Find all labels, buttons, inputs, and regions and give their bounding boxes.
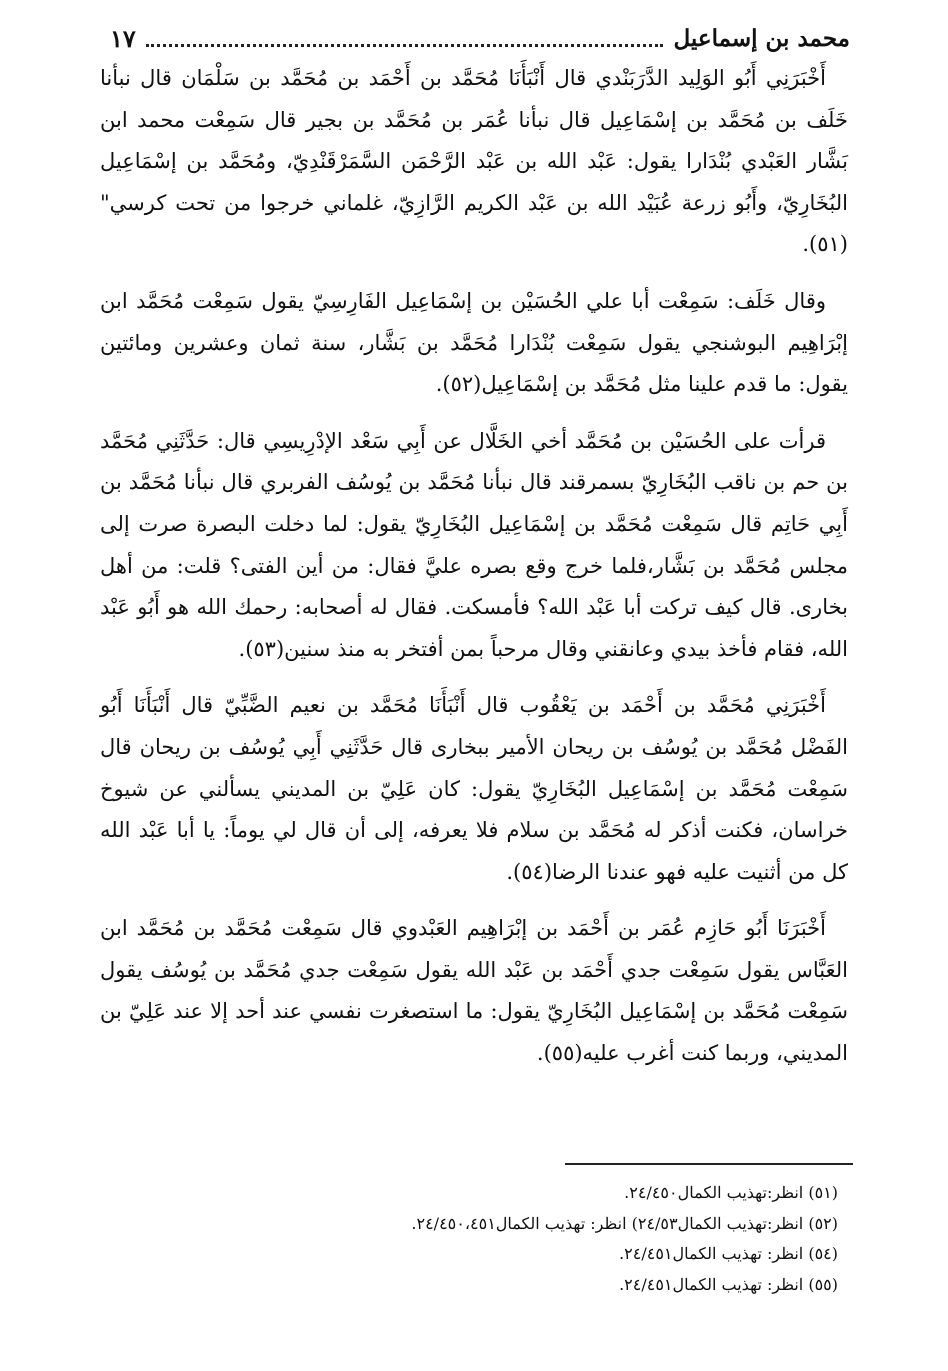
page-number: ١٧ [110,23,136,53]
footnote-55: (٥٥) انظر: تهذيب الكمال٢٤/٤٥١. [619,1274,838,1294]
paragraph-3: قرأت على الحُسَيْن بن مُحَمَّد أخي الخَلَّال عن أَبِي سَعْد الإدْرِيسِي قال: حَدَّثَنِي مُحَمَّد بن حم بن ناقب البُخَارِيّ بسمرقند قال نبأنا مُحَمَّد بن يُوسُف الفربري قال نبأنا مُحَمَّد بن أَبِي حَاتِم قال سَمِعْت مُحَمَّد بن إسْمَاعِيل البُخَارِيّ يقول: لما دخلت البصرة صرت إلى مجلس مُحَمَّد بن بَشَّار،فلما خرج وقع بصره عليَّ فقال: من أين الفتى؟ قلت: من أهل بخارى. قال كيف تركت أبا عَبْد الله؟ فأمسكت. فقال له أصحابه: رحمك الله هو أَبُو عَبْد الله، فقام فأخذ بيدي وعانقني وقال مرحباً بمن أفتخر به منذ سنين(٥٣). [100,428,848,661]
paragraph-2: وقال خَلَف: سَمِعْت أبا علي الحُسَيْن بن إسْمَاعِيل الفَارِسِيّ يقول سَمِعْت مُحَمَّد ابن إبْرَاهِيم البوشنجي يقول سَمِعْت بُنْدَارا مُحَمَّد بن بَشَّار، سنة ثمان وعشرين ومائتين يقول: ما قدم علينا مثل مُحَمَّد بن إسْمَاعِيل(٥٢). [100,288,848,397]
running-header [110,18,850,58]
running-title: محمد بن إسماعيل [673,24,850,52]
paragraph-4: أَخْبَرَنِي مُحَمَّد بن أَحْمَد بن يَعْقُوب قال أَنْبَأَنَا مُحَمَّد بن نعيم الضَّبِّيّ قال أَنْبَأَنَا أَبُو الفَضْل مُحَمَّد بن يُوسُف بن ريحان الأمير ببخارى قال حَدَّثَنِي أَبِي يُوسُف بن ريحان قال سَمِعْت مُحَمَّد بن إسْمَاعِيل البُخَارِيّ يقول: كان عَلِيّ بن المديني يسألني عن شيوخ خراسان، فكنت أذكر له مُحَمَّد بن سلام فلا يعرفه، إلى أن قال لي يوماً: يا أبا عَبْد الله كل من أثنيت عليه فهو عندنا الرضا(٥٤). [100,693,848,884]
footnote-51: (٥١) انظر:تهذيب الكمال٢٤/٤٥٠. [624,1183,838,1202]
paragraph-5: أَخْبَرَنَا أَبُو حَازِم عُمَر بن أَحْمَد بن إبْرَاهِيم العَبْدوي قال سَمِعْت مُحَمَّد بن مُحَمَّد ابن العَبَّاس يقول سَمِعْت جدي أَحْمَد بن عَبْد الله يقول سَمِعْت جدي مُحَمَّد بن يُوسُف يقول سَمِعْت مُحَمَّد بن إسْمَاعِيل البُخَارِيّ يقول: ما استصغرت نفسي عند أحد إلا عند عَلِيّ بن المديني، وربما كنت أغرب عليه(٥٥). [100,916,848,1066]
leader-dots [146,30,664,47]
footnotes [100,1178,838,1300]
main-text [100,58,848,1090]
footnote-54: (٥٤) انظر: تهذيب الكمال٢٤/٤٥١. [619,1244,838,1263]
footnote-52-53: (٥٢) انظر:تهذيب الكمال٢٤/٥٣) انظر: تهذيب الكمال٢٤/٤٥٠،٤٥١. [411,1213,838,1233]
footnote-divider [565,1163,853,1165]
paragraph-1: أَخْبَرَنِي أَبُو الوَلِيد الدَّرَبَنْدي قال أَنْبَأَنَا مُحَمَّد بن أَحْمَد بن مُحَمَّد بن سَلْمَان قال نبأنا خَلَف بن مُحَمَّد بن إسْمَاعِيل قال نبأنا عُمَر بن مُحَمَّد بن بجير قال سَمِعْت محمد ابن بَشَّار العَبْدي بُنْدَارا يقول: عَبْد الله بن عَبْد الرَّحْمَن السَّمَرْقَنْدِيّ، ومُحَمَّد بن إسْمَاعِيل البُخَارِيّ، وأَبُو زرعة عُبَيْد الله بن عَبْد الكريم الرَّازِيّ، غلماني خرجوا من تحت كرسي"(٥١). [100,66,848,257]
